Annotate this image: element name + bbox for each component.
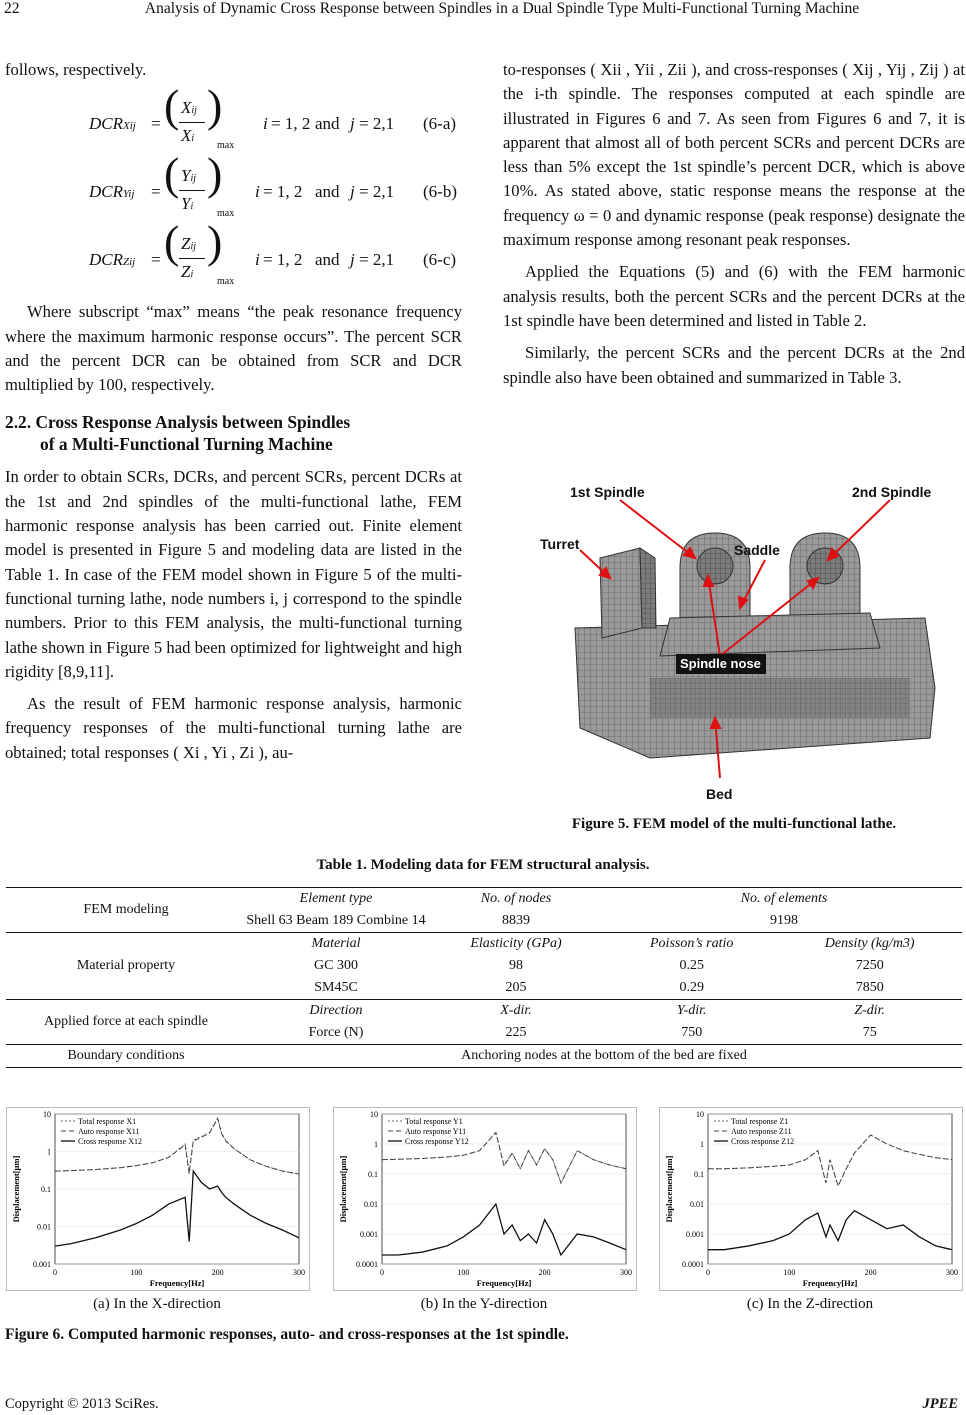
plot-z-svg (660, 1108, 962, 1290)
paragraph-fem-analysis: In order to obtain SCRs, DCRs, and percent SCRs, percent DCRs at the 1st and 2nd spindles of the multi-functional lathe, FEM harmonic response analysis has been carried out. Finite element model is presented in Figure 5 and modeling data are listed in the Table 1. In case of the FEM model shown in Figure 5 of the multi-functional turning lathe, node numbers i, j correspond to the spindle numbers. Prior to this FEM analysis, the multi-functional turning lathe shown in Figure 5 had been optimized for lightweight and high rigidity [8,9,11]. (5, 467, 462, 681)
legend-entry: Auto response X11 (78, 1127, 140, 1136)
table-1-caption: Table 1. Modeling data for FEM structural analysis. (316, 857, 650, 873)
plot-x-direction (6, 1107, 310, 1291)
x-tick-label: 100 (457, 1268, 470, 1277)
y-tick-label: 0.1 (41, 1185, 51, 1194)
section-heading-2-2 (5, 411, 462, 455)
legend-entry: Cross response Z12 (731, 1137, 795, 1146)
x-tick-label: 300 (620, 1268, 632, 1277)
plot-x-svg (7, 1108, 309, 1290)
eq-a-max: max (217, 140, 235, 152)
running-title: Analysis of Dynamic Cross Response between Spindles in a Dual Spindle Type Multi-Functional Turning Machine (144, 0, 860, 17)
eq-b-j: = 2,1 (359, 182, 395, 202)
subcaption-b: (b) In the Y-direction (420, 1296, 548, 1312)
paragraph-equations-applied: Applied the Equations (5) and (6) with the FEM harmonic analysis results, both the percent SCRs and the percent DCRs at the 1st spindle have been determined and listed in Table 2. (503, 262, 965, 330)
eq-b-and: and (315, 182, 340, 202)
x-tick-label: 0 (706, 1268, 710, 1277)
right-column (503, 58, 965, 398)
y-tick-label: 10 (43, 1110, 51, 1119)
y-tick-label: 1 (374, 1140, 378, 1149)
y-axis-label: Displacement[µm] (664, 1155, 674, 1223)
cell-poisson: 0.29 (606, 977, 777, 1000)
cell-element-type: Shell 63 Beam 189 Combine 14 (246, 910, 426, 933)
heading-number: 2.2. (5, 412, 32, 433)
heading-line-2: of a Multi-Functional Turning Machine (40, 434, 333, 455)
cell-density: 7850 (777, 977, 962, 1000)
x-tick-label: 0 (53, 1268, 57, 1277)
eq-c-i: = 1, 2 (263, 250, 303, 270)
label-spindle-nose: Spindle nose (680, 656, 761, 671)
figure-5-fem-model (530, 478, 960, 808)
x-tick-label: 200 (864, 1268, 877, 1277)
cell-force-z: 75 (777, 1022, 962, 1045)
y-tick-label: 0.0001 (356, 1260, 378, 1269)
series-line-3 (708, 1211, 952, 1250)
y-tick-label: 0.0001 (682, 1260, 704, 1269)
legend-entry: Total response Y1 (405, 1117, 463, 1126)
cell-elasticity: 205 (426, 977, 606, 1000)
y-tick-label: 0.01 (364, 1200, 378, 1209)
th-poisson: Poisson’s ratio (650, 936, 734, 951)
label-bed: Bed (706, 786, 733, 802)
y-tick-label: 0.1 (368, 1170, 378, 1179)
subcaption-a: (a) In the X-direction (93, 1296, 221, 1312)
th-elements: No. of elements (606, 888, 962, 911)
x-tick-label: 200 (211, 1268, 224, 1277)
th-elasticity: Elasticity (GPa) (470, 936, 562, 951)
label-saddle: Saddle (734, 542, 780, 558)
cell-elements: 9198 (606, 910, 962, 933)
th-x-dir: X-dir. (500, 1003, 532, 1018)
series-line-3 (55, 1171, 299, 1246)
y-tick-label: 1 (700, 1140, 704, 1149)
equation-6a: DCRXij = ( Xij Xi ) max i = 1, 2 and j = 2,1 (6-a) (85, 96, 460, 150)
th-element-type: Element type (246, 888, 426, 911)
y-tick-label: 0.001 (360, 1230, 378, 1239)
cell-material: GC 300 (314, 958, 358, 973)
figure-6-caption: Figure 6. Computed harmonic responses, auto- and cross-responses at the 1st spindle. (5, 1326, 569, 1343)
paragraph-second-spindle: Similarly, the percent SCRs and the percent DCRs at the 2nd spindle also have been obtained and summarized in Table 3. (503, 343, 965, 387)
left-column (5, 58, 462, 773)
heading-line-1: Cross Response Analysis between Spindles (35, 412, 351, 433)
cell-density: 7250 (855, 958, 884, 973)
y-tick-label: 10 (370, 1110, 378, 1119)
legend-entry: Cross response Y12 (405, 1137, 469, 1146)
equation-6b: DCRYij = ( Yij Yi ) max i = 1, 2 and j = 2,1 (6-b) (85, 164, 460, 218)
y-tick-label: 0.01 (37, 1222, 51, 1232)
cell-force-y: 750 (606, 1022, 777, 1045)
eq-a-and: and (315, 114, 340, 134)
cell-material: SM45C (246, 977, 426, 1000)
cell-boundary: Anchoring nodes at the bottom of the bed are fixed (246, 1045, 962, 1068)
x-axis-label: Frequency[Hz] (149, 1278, 205, 1288)
th-material: Material (311, 936, 361, 951)
eq-b-i: = 1, 2 (263, 182, 303, 202)
eq-c-label: (6-c) (423, 250, 457, 270)
table-1 (6, 887, 962, 1068)
y-tick-label: 0.001 (686, 1230, 704, 1239)
x-tick-label: 0 (380, 1268, 384, 1277)
equation-6c: DCRZij = ( Zij Zi ) max i = 1, 2 and j = 2,1 (6-c) (85, 232, 460, 286)
subcaption-c: (c) In the Z-direction (746, 1296, 874, 1312)
eq-b-max: max (217, 208, 235, 220)
y-axis-label: Displacement[µm] (338, 1155, 348, 1223)
y-tick-label: 0.1 (694, 1170, 704, 1179)
th-density: Density (kg/m3) (824, 936, 915, 951)
cell-poisson: 0.25 (679, 958, 704, 973)
th-z-dir: Z-dir. (854, 1003, 886, 1018)
legend-entry: Total response Z1 (731, 1117, 789, 1126)
plot-z-direction (659, 1107, 963, 1291)
paragraph-max-definition: Where subscript “max” means “the peak resonance frequency where the maximum harmonic response occurs”. The percent SCR and the percent DCR can be obtained from SCR and DCR multiplied by 100, respectively. (5, 302, 462, 395)
legend-entry: Total response X1 (78, 1117, 137, 1126)
intro-text: follows, respectively. (5, 60, 147, 79)
eq-c-max: max (217, 276, 235, 288)
y-tick-label: 0.001 (33, 1260, 51, 1269)
row-label-force: Applied force at each spindle (6, 1000, 246, 1045)
paragraph-responses: to-responses ( Xii , Yii , Zii ), and cross-responses ( Xij , Yij , Zij ) at the i-th spindle. The responses computed at each spindle are illustrated in Figures 6 and 7. As seen from Figures 6 and 7, it is apparent that almost all of both percent SCRs and percent DCRs are less than 5% except the 1st spindle’s percent DCR, which is above 10%. As stated above, static response means the response at the frequency ω = 0 and dynamic response (peak response) designate the maximum response among resonant peak responses. (503, 60, 965, 250)
legend-entry: Auto response Z11 (731, 1127, 792, 1136)
cell-force-x: 225 (426, 1022, 606, 1045)
y-tick-label: 1 (47, 1147, 51, 1157)
x-tick-label: 200 (538, 1268, 551, 1277)
eq-a-i: = 1, 2 (271, 114, 311, 134)
plot-y-svg (334, 1108, 636, 1290)
page-number: 22 (4, 0, 20, 17)
legend-entry: Auto response Y11 (405, 1127, 467, 1136)
eq-a-label: (6-a) (423, 114, 457, 134)
legend-entry: Cross response X12 (78, 1137, 142, 1146)
x-tick-label: 300 (293, 1268, 305, 1277)
cell-nodes: 8839 (426, 910, 606, 933)
series-line-3 (382, 1204, 626, 1255)
eq-c-j: = 2,1 (359, 250, 395, 270)
y-tick-label: 0.01 (690, 1200, 704, 1209)
fem-mesh-image (530, 478, 960, 808)
copyright: Copyright © 2013 SciRes. (5, 1396, 159, 1412)
y-axis-label: Displacement[µm] (11, 1155, 21, 1223)
label-1st-spindle: 1st Spindle (570, 484, 645, 500)
x-axis-label: Frequency[Hz] (802, 1278, 858, 1288)
journal-name: JPEE (922, 1396, 958, 1412)
row-label-boundary: Boundary conditions (6, 1045, 246, 1068)
th-nodes: No. of nodes (426, 888, 606, 911)
paragraph-harmonic-results: As the result of FEM harmonic response analysis, harmonic frequency responses of the multi-functional turning lathe are obtained; total responses ( Xi , Yi , Zi ), au- (5, 694, 462, 762)
plot-y-direction (333, 1107, 637, 1291)
th-y-dir: Y-dir. (676, 1003, 707, 1018)
row-label-fem: FEM modeling (6, 888, 246, 933)
y-tick-label: 10 (696, 1110, 704, 1119)
eq-b-label: (6-b) (423, 182, 457, 202)
eq-c-and: and (315, 250, 340, 270)
figure-5-caption: Figure 5. FEM model of the multi-functional lathe. (571, 816, 897, 832)
cell-elasticity: 98 (509, 958, 523, 973)
x-tick-label: 100 (783, 1268, 796, 1277)
cell-force-label: Force (N) (246, 1022, 426, 1045)
label-2nd-spindle: 2nd Spindle (852, 484, 932, 500)
x-tick-label: 300 (946, 1268, 958, 1277)
th-direction: Direction (309, 1003, 363, 1018)
x-axis-label: Frequency[Hz] (476, 1278, 532, 1288)
row-label-material: Material property (6, 933, 246, 1000)
eq-a-j: = 2,1 (359, 114, 395, 134)
label-turret: Turret (540, 536, 580, 552)
x-tick-label: 100 (130, 1268, 143, 1277)
